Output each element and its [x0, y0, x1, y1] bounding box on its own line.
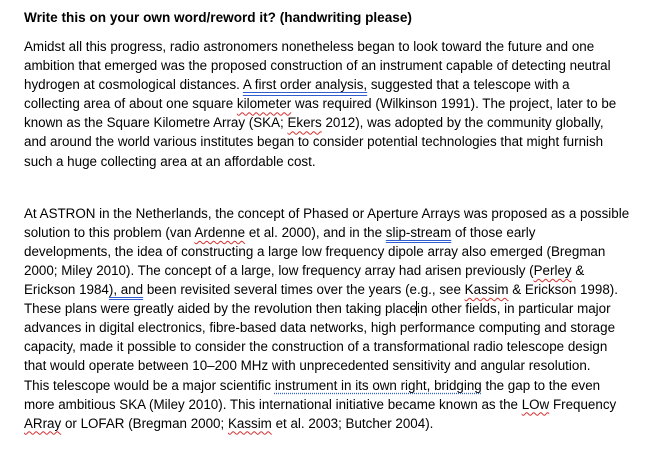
paragraph-2[interactable] [24, 204, 654, 433]
document-heading: Write this on your own word/reword it? (handwriting please) [24, 10, 412, 25]
document-page[interactable] [24, 8, 654, 433]
grammar-flag[interactable]: slip-stream [385, 224, 452, 240]
spelling-flag[interactable]: kilometer [236, 96, 292, 112]
text-line: This telescope would be a major scientific instrument in its own right, bridging the gap to the even [24, 377, 601, 393]
spelling-flag[interactable]: Kassim [464, 282, 509, 298]
text-line: ambition that emerged was the proposed construction of an instrument capable of detecting neutral [24, 58, 611, 74]
spelling-flag[interactable]: Perley [533, 262, 572, 278]
text-line: At ASTRON in the Netherlands, the concept of Phased or Aperture Arrays was proposed as a possible [24, 205, 630, 221]
text-line: advances in digital electronics, fibre-based data networks, high performance computing and storage [24, 320, 616, 336]
spelling-flag[interactable]: LOw [521, 396, 550, 412]
text-line: more ambitious SKA (Miley 2010). This international initiative became known as the LOw Frequency [24, 396, 617, 412]
grammar-flag[interactable]: A first order analysis, [242, 77, 368, 93]
text-line: Erickson 1984), and been revisited several times over the years (e.g., see Kassim & Erickson 1998). [24, 282, 618, 298]
text-line: developments, the idea of constructing a large low frequency dipole array also emerged (Bregman [24, 243, 606, 259]
text-line: solution to this problem (van Ardenne et al. 2000), and in the slip-stream of those early [24, 224, 536, 240]
text-line: collecting area of about one square kilometer was required (Wilkinson 1991). The project, later to be [24, 96, 617, 112]
grammar-flag[interactable]: ), and [108, 282, 144, 298]
text-line: and around the world various institutes began to consider potential technologies that might furnish [24, 134, 604, 150]
text-line: These plans were greatly aided by the revolution then taking placein other fields, in particular major [24, 301, 611, 317]
text-line: that would operate between 10–200 MHz with unprecedented sensitivity and angular resolution. [24, 358, 591, 374]
text-line: ARray or LOFAR (Bregman 2000; Kassim et al. 2003; Butcher 2004). [24, 415, 434, 431]
paragraph-spacer [24, 171, 654, 204]
paragraph-1[interactable] [24, 37, 654, 171]
spelling-flag[interactable]: Ekers [287, 115, 322, 131]
text-line: capacity, made it possible to consider the construction of a transformational radio telescope design [24, 339, 608, 355]
text-line: such a huge collecting area at an affordable cost. [24, 153, 316, 169]
text-line: hydrogen at cosmological distances. A first order analysis, suggested that a telescope with a [24, 77, 570, 93]
text-line: known as the Square Kilometre Array (SKA; Ekers 2012), was adopted by the community globally, [24, 115, 604, 131]
spelling-flag[interactable]: ARray [24, 415, 62, 431]
spelling-flag[interactable]: Kassim [227, 415, 272, 431]
grammar-flag[interactable]: instrument in its own right, bridging [274, 377, 482, 393]
spelling-flag[interactable]: Ardenne [194, 224, 246, 240]
text-line: 2000; Miley 2010). The concept of a large, low frequency array had arisen previously (Perley & [24, 262, 585, 278]
text-line: Amidst all this progress, radio astronomers nonetheless began to look toward the future and one [24, 39, 595, 54]
